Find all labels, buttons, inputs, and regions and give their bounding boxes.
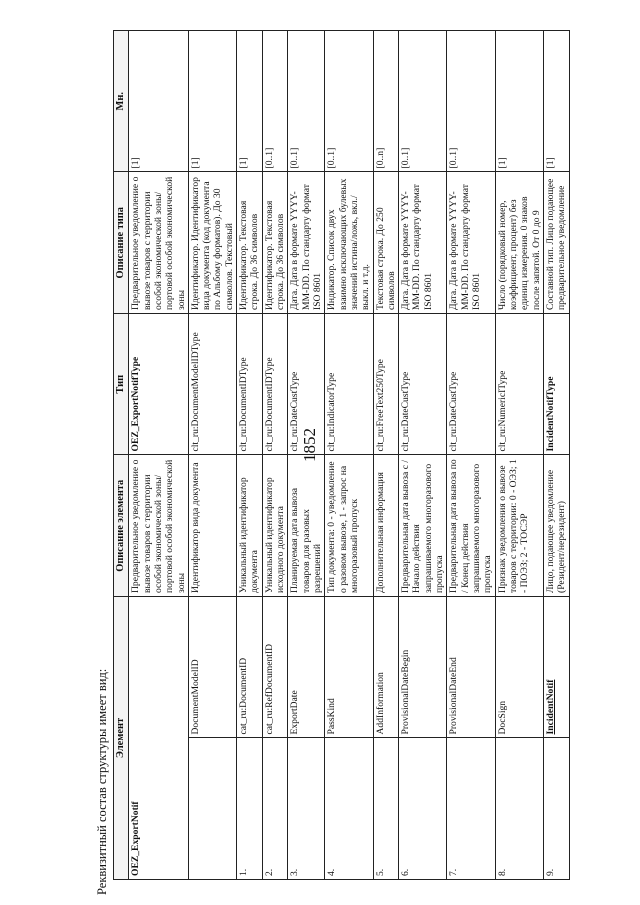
element-name: ProvisionalDateBegin [399,597,447,739]
element-description: Лицо, подающее уведомление (Резидент/нерезидент) [543,455,569,597]
type-description: Идентификатор. Идентификатор вида документа (код документа по Альбому форматов). До 30 символов. Текстовый [188,172,236,314]
type-description: Предварительное уведомление о вывозе товаров с территории особой экономической зоны/портовой особой экономической зоны [129,172,189,314]
header-element-description: Описание элемента [114,455,129,597]
multiplicity: [0..1] [447,31,495,173]
type-description: Индикатор. Список двух взаимно исключающих булевых значений истина/ложь, вкл./выкл. и т.д. [325,172,373,314]
element-description: Предварительная дата вывоза с / Начало действия запрашиваемого многоразового пропуска [399,455,447,597]
element-type: clt_ru:DateCustType [288,314,325,456]
table-row [447,31,495,880]
row-number: 8. [495,738,543,880]
element-description: Признак уведомления о вывозе товаров с территории: 0 - ОЭЗ; 1 - ПОЭЗ; 2 - ТОСЭР [495,455,543,597]
element-name: DocSign [495,597,543,739]
element-name: PassKind [325,597,373,739]
row-number: 6. [399,738,447,880]
table-row [543,31,569,880]
header-multiplicity: Мн. [114,31,129,173]
element-name: ExportDate [288,597,325,739]
element-type: clt_ru:DocumentIDType [237,314,263,456]
element-type: clt_ru:DateCustType [447,314,495,456]
page-number: 1852 [300,428,319,462]
type-description: Идентификатор. Текстовая строка. До 36 символов [262,172,288,314]
header-type: Тип [114,314,129,456]
type-description: Дата. Дата в формате YYYY-MM-DD. По стандарту формат ISO 8601 [399,172,447,314]
multiplicity: [0..1] [399,31,447,173]
element-type: clt_ru:NumericIType [495,314,543,456]
element-name: DocumentModelID [188,597,236,739]
element-name: ProvisionalDateEnd [447,597,495,739]
element-name: cat_ru:DocumentID [237,597,263,739]
multiplicity: [1] [495,31,543,173]
element-description: Уникальный идентификатор исходного документа [262,455,288,597]
table-row [495,31,543,880]
type-description: Дата. Дата в формате YYYY-MM-DD. По стандарту формат ISO 8601 [288,172,325,314]
table-row [325,31,373,880]
table-row [288,31,325,880]
table-row [399,31,447,880]
row-number: 4. [325,738,373,880]
table-row [237,31,263,880]
element-description: Идентификатор вида документа [188,455,236,597]
element-type: clt_ru:FreeText250Type [373,314,399,456]
element-type: IncidentNotifType [543,314,569,456]
multiplicity: [0..n] [373,31,399,173]
element-description: Тип документа: 0 - уведомление о разовом вывозе, 1 - запрос на многоразовый пропуск [325,455,373,597]
row-number: 2. [262,738,288,880]
structure-table [113,30,570,880]
row-number: 1. [237,738,263,880]
multiplicity: [0..1] [288,31,325,173]
element-description: Дополнительная информация [373,455,399,597]
row-number: 5. [373,738,399,880]
element-type: clt_ru:DocumentIDType [262,314,288,456]
header-element: Элемент [114,597,129,880]
row-number: 7. [447,738,495,880]
element-description: Уникальный идентификатор документа [237,455,263,597]
element-name: cat_ru:RefDocumentID [262,597,288,739]
table-row [188,31,236,880]
type-description: Составной тип. Лицо подающее предварительное уведомление [543,172,569,314]
type-description: Идентификатор. Текстовая строка. До 36 символов [237,172,263,314]
multiplicity: [0..1] [325,31,373,173]
element-name: AddInformation [373,597,399,739]
type-description: Число (порядковый номер, коэффициент, процент) без единиц измерения. 0 знаков после запятой. От 0 до 9 [495,172,543,314]
table-row [129,31,189,880]
type-description: Текстовая строка. До 250 символов [373,172,399,314]
row-number: 9. [543,738,569,880]
table-row [373,31,399,880]
table-row [262,31,288,880]
element-type: OEZ_ExportNotifType [129,314,189,456]
multiplicity: [1] [237,31,263,173]
multiplicity: [0..1] [262,31,288,173]
multiplicity: [1] [543,31,569,173]
rotated-sheet [95,10,605,895]
element-description: Планируемая дата вывоза товаров для разовых разрешений [288,455,325,597]
element-name: IncidentNotif [543,597,569,739]
header-type-description: Описание типа [114,172,129,314]
element-description: Предварительная дата вывоза по / Конец действия запрашиваемого многоразового пропуска [447,455,495,597]
row-number: 3. [288,738,325,880]
multiplicity: [1] [129,31,189,173]
element-type: clt_ru:IndicatorType [325,314,373,456]
row-number [188,738,236,880]
table-header-row [114,31,129,880]
element-name: OEZ_ExportNotif [129,597,189,880]
type-description: Дата. Дата в формате YYYY-MM-DD. По стандарту формат ISO 8601 [447,172,495,314]
caption: Реквизитный состав структуры имеет вид: [95,668,109,895]
element-description: Предварительное уведомление о вывозе товаров с территории особой экономической зоны/портовой особой экономической зоны [129,455,189,597]
element-type: clt_ru:DocumentModelIDType [188,314,236,456]
multiplicity: [1] [188,31,236,173]
element-type: clt_ru:DateCustType [399,314,447,456]
